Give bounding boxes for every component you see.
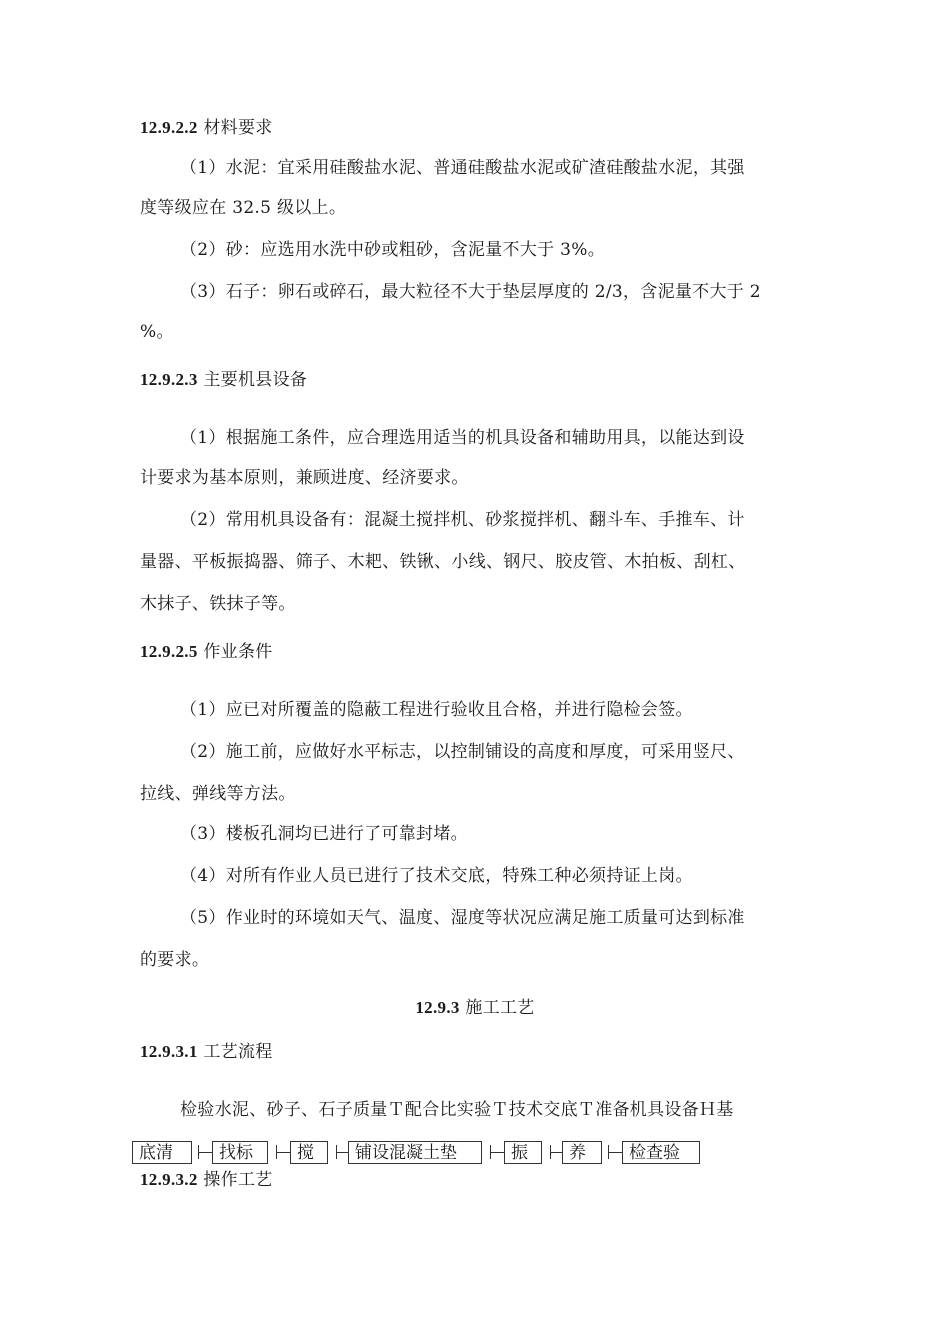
heading-title: 工艺流程 <box>203 1042 273 1062</box>
flow-box: 振 <box>504 1141 542 1164</box>
flow-box: 铺设混凝土垫 <box>348 1141 482 1164</box>
heading-number: 12.9.2.3 <box>140 370 198 389</box>
heading-title: 作业条件 <box>203 642 273 662</box>
heading-number: 12.9.2.5 <box>140 642 198 661</box>
heading-number: 12.9.3.1 <box>140 1042 198 1061</box>
flow-connector <box>490 1152 504 1153</box>
heading-title: 操作工艺 <box>203 1170 273 1190</box>
paragraph-line: （2）砂：应选用水洗中砂或粗砂，含泥量不大于 3%。 <box>180 240 605 260</box>
flow-connector <box>608 1152 622 1153</box>
heading-number: 12.9.3.2 <box>140 1170 198 1189</box>
section-title-1293 <box>0 996 950 1020</box>
paragraph-line: （5）作业时的环境如天气、温度、湿度等状况应满足施工质量可达到标准 <box>180 908 745 928</box>
heading-title: 材料要求 <box>203 118 273 138</box>
paragraph-line: （2）施工前，应做好水平标志，以控制铺设的高度和厚度，可采用竖尺、 <box>180 742 745 762</box>
flow-box: 搅 <box>290 1141 328 1164</box>
heading-12923 <box>140 368 307 392</box>
paragraph-line: （3）楼板孔洞均已进行了可靠封堵。 <box>180 824 468 844</box>
paragraph-line: （1）根据施工条件，应合理选用适当的机具设备和辅助用具，以能达到设 <box>180 428 745 448</box>
heading-number: 12.9.3 <box>415 998 460 1017</box>
paragraph-line: 的要求。 <box>140 950 210 970</box>
flow-connector <box>550 1152 562 1153</box>
flow-box: 养 <box>562 1141 602 1164</box>
flow-connector <box>276 1152 290 1153</box>
flow-connector <box>198 1152 212 1153</box>
heading-title: 施工工艺 <box>465 998 535 1018</box>
flow-text: 检验水泥、砂子、石子质量Ｔ配合比实验Ｔ技术交底Ｔ准备机具设备Ｈ基 <box>180 1100 734 1120</box>
heading-number: 12.9.2.2 <box>140 118 198 137</box>
paragraph-line: （1）水泥：宜采用硅酸盐水泥、普通硅酸盐水泥或矿渣硅酸盐水泥，其强 <box>180 158 745 178</box>
paragraph-line: %。 <box>140 322 174 342</box>
heading-12932 <box>140 1168 273 1192</box>
paragraph-line: （3）石子：卵石或碎石，最大粒径不大于垫层厚度的 2/3，含泥量不大于 2 <box>180 282 761 302</box>
flow-box: 找标 <box>212 1141 268 1164</box>
heading-title: 主要机县设备 <box>203 370 308 390</box>
heading-12925 <box>140 640 273 664</box>
paragraph-line: （1）应已对所覆盖的隐蔽工程进行验收且合格，并进行隐检会签。 <box>180 700 693 720</box>
paragraph-line: （2）常用机具设备有：混凝土搅拌机、砂浆搅拌机、翻斗车、手推车、计 <box>180 510 745 530</box>
paragraph-line: 计要求为基本原则，兼顾进度、经济要求。 <box>140 468 469 488</box>
paragraph-line: （4）对所有作业人员已进行了技术交底，特殊工种必须持证上岗。 <box>180 866 693 886</box>
paragraph-line: 度等级应在 32.5 级以上。 <box>140 198 347 218</box>
flow-box: 底清 <box>132 1141 192 1164</box>
paragraph-line: 拉线、弹线等方法。 <box>140 784 296 804</box>
heading-12931 <box>140 1040 273 1064</box>
flow-box: 检查验 <box>622 1141 700 1164</box>
heading-12922 <box>140 116 273 140</box>
flow-connector <box>336 1152 348 1153</box>
paragraph-line: 木抹子、铁抹子等。 <box>140 594 296 614</box>
paragraph-line: 量器、平板振捣器、筛子、木耙、铁锹、小线、钢尺、胶皮管、木拍板、刮杠、 <box>140 552 746 572</box>
